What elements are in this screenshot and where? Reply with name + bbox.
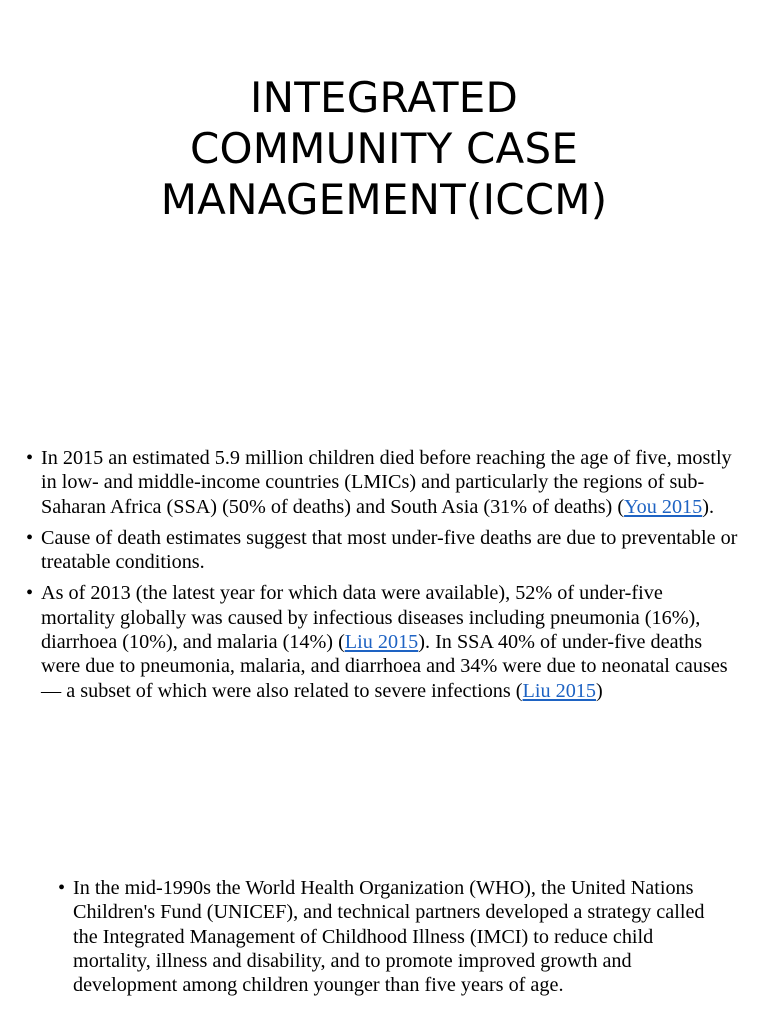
bullet-text: In the mid-1990s the World Health Organization (WHO), the United Nations Children's Fund (UNICEF), and technical partners developed a strategy called the Integrated Management of Childhood Illness (IMCI) to reduce child mortality, illness and disability, and to promote improved growth and development among children younger than five years of age. xyxy=(73,877,705,997)
slide-title xyxy=(40,72,728,225)
citation-link-you-2015[interactable]: You 2015 xyxy=(624,495,703,518)
bullet-list xyxy=(0,446,740,710)
title-line-2: COMMUNITY CASE xyxy=(189,124,579,173)
bullet-item xyxy=(0,876,740,997)
bullet-item xyxy=(0,526,740,575)
bullet-text: In 2015 an estimated 5.9 million children died before reaching the age of five, mostly in low- and middle-income countries (LMICs) and particularly the regions of sub-Saharan Africa (SSA) (50% of deaths) and South Asia (31% of deaths) ( xyxy=(41,447,732,518)
title-line-1: INTEGRATED xyxy=(249,73,519,122)
bullet-item xyxy=(0,581,740,702)
bullet-icon: • xyxy=(26,447,34,469)
citation-link-liu-2015-second[interactable]: Liu 2015 xyxy=(522,679,596,702)
bullet-item xyxy=(0,446,740,519)
bullet-icon: • xyxy=(58,877,66,899)
bullet-text: As of 2013 (the latest year for which data were available), 52% of under-five mortality globally was caused by infectious diseases including pneumonia (16%), diarrhoea (10%), and malaria (14%) ( xyxy=(41,582,701,654)
bullet-text-middle: ). In SSA 40% of under-five deaths were due to pneumonia, malaria, and diarrhoea and 34% were due to neonatal causes — a subset of which were also related to severe infections ( xyxy=(41,631,728,702)
bullet-text: Cause of death estimates suggest that most under-five deaths are due to preventable or treatable conditions. xyxy=(41,526,738,574)
secondary-bullet-list xyxy=(0,876,740,997)
bullet-text-end: ) xyxy=(596,679,603,702)
citation-link-liu-2015[interactable]: Liu 2015 xyxy=(344,631,419,654)
title-line-3: MANAGEMENT(ICCM) xyxy=(160,175,608,224)
bullet-text-end: ). xyxy=(702,495,715,518)
bullet-icon: • xyxy=(26,526,34,549)
bullet-icon: • xyxy=(26,582,34,605)
